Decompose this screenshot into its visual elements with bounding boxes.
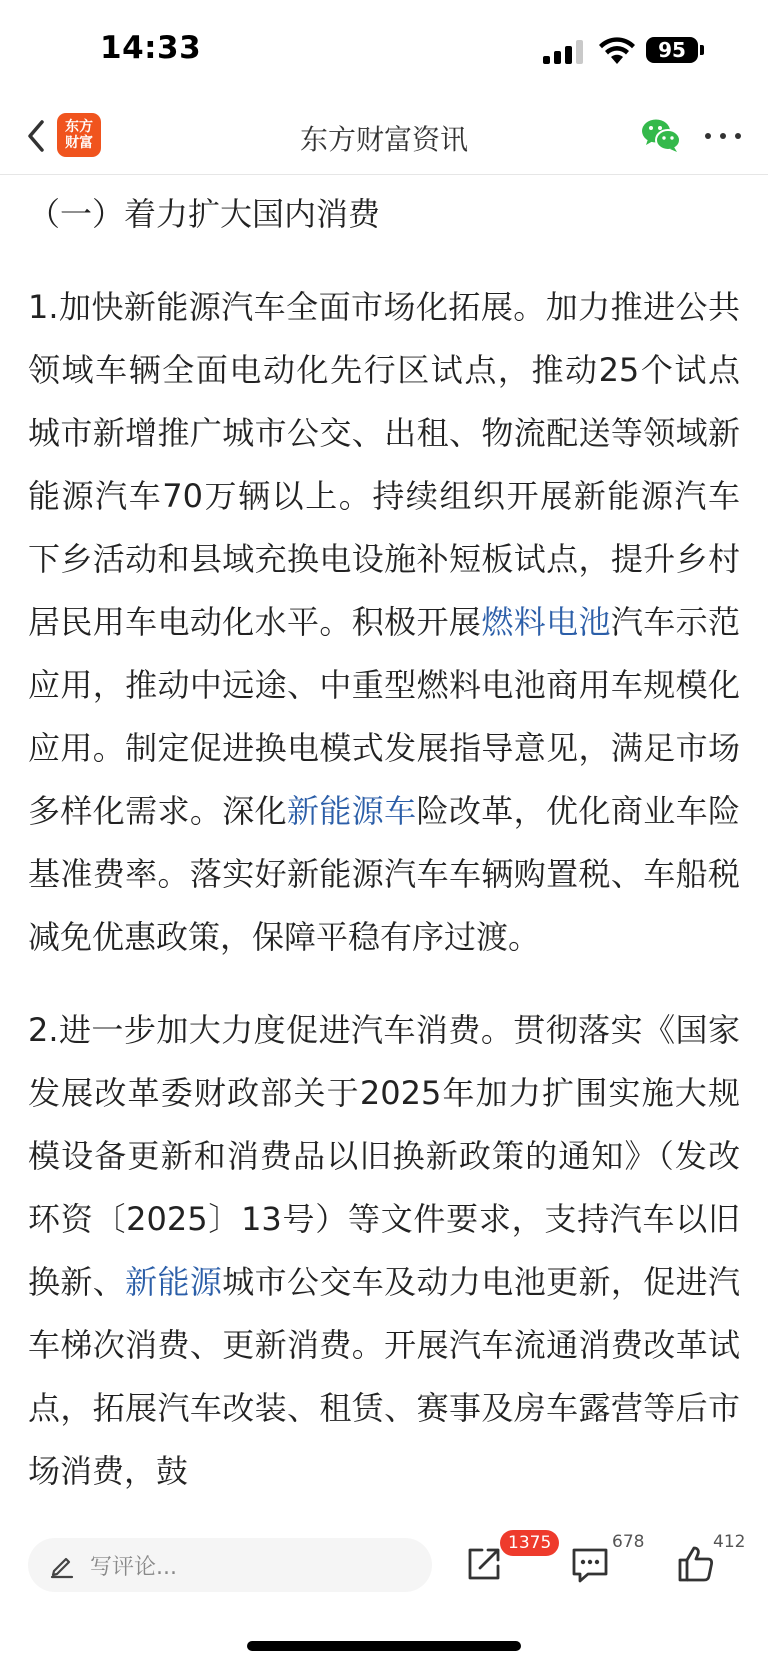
thumbs-up-icon[interactable] (674, 1542, 718, 1586)
keyword-link-new-energy[interactable]: 新能源 (125, 1263, 223, 1301)
bottom-toolbar (0, 1524, 768, 1624)
nav-bar (0, 100, 768, 175)
cellular-signal-icon (543, 40, 583, 64)
status-time: 14:33 (100, 30, 202, 66)
keyword-link-nev[interactable]: 新能源车 (287, 792, 417, 830)
battery-icon: 95 (646, 37, 698, 63)
app-logo: 东方财富 (57, 113, 101, 157)
keyword-link-fuel-cell[interactable]: 燃料电池 (481, 603, 611, 641)
paragraph-2-text-1: 2.进一步加大力度促进汽车消费。贯彻落实《国家发展改革委财政部关于2025年加力扩围实施大规模设备更新和消费品以旧换新政策的通知》（发改环资〔2025〕13号）等文件要求，支持汽车以旧换新、 (28, 1011, 740, 1301)
paragraph-2 (28, 999, 740, 1503)
article-body (28, 174, 740, 1524)
status-bar (0, 0, 768, 100)
battery-cap (700, 45, 704, 55)
wifi-icon (598, 36, 636, 66)
paragraph-1-text-1: 1.加快新能源汽车全面市场化拓展。加力推进公共领域车辆全面电动化先行区试点，推动25个试点城市新增推广城市公交、出租、物流配送等领域新能源汽车70万辆以上。持续组织开展新能源汽车下乡活动和县域充换电设施补短板试点，提升乡村居民用车电动化水平。积极开展 (28, 288, 740, 641)
paragraph-1 (28, 276, 740, 969)
comments-count: 678 (612, 1532, 645, 1552)
paragraph-1-text-2: 汽车示范应用，推动中远途、中重型燃料电池商用车规模化应用。制定促进换电模式发展指导意见，满足市场多样化需求。深化 (28, 603, 740, 830)
wechat-icon[interactable] (640, 116, 682, 154)
paragraph-2-text-2: 城市公交车及动力电池更新，促进汽车梯次消费、更新消费。开展汽车流通消费改革试点，拓展汽车改装、租赁、赛事及房车露营等后市场消费，鼓 (28, 1263, 740, 1490)
likes-count: 412 (713, 1532, 746, 1552)
comment-placeholder: 写评论... (90, 1554, 177, 1580)
home-indicator[interactable] (247, 1641, 521, 1651)
more-icon[interactable] (705, 120, 741, 152)
comment-icon[interactable] (568, 1542, 612, 1586)
comment-input[interactable] (28, 1538, 432, 1592)
pencil-icon (48, 1551, 76, 1579)
share-icon[interactable] (462, 1542, 506, 1586)
paragraph-1-text-3: 险改革，优化商业车险基准费率。落实好新能源汽车车辆购置税、车船税减免优惠政策，保障平稳有序过渡。 (28, 792, 740, 956)
nav-title: 东方财富资讯 (299, 123, 468, 156)
share-count-badge: 1375 (500, 1530, 559, 1556)
section-heading: （一）着力扩大国内消费 (28, 195, 381, 233)
